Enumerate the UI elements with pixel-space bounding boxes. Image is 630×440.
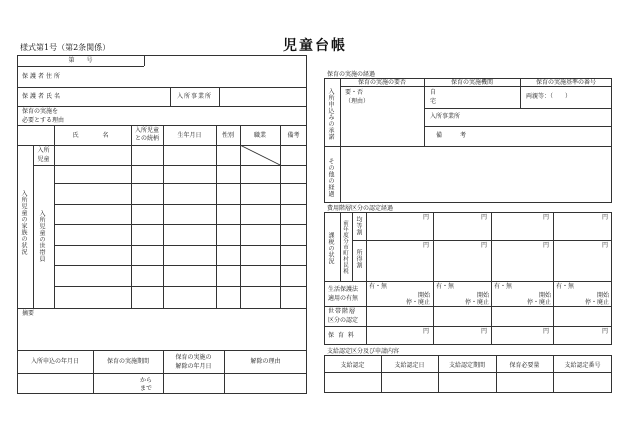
start-3: 開始: [538, 292, 551, 299]
stop-1: 停・廃止: [405, 299, 430, 306]
from-label: から: [140, 377, 153, 384]
col-remarks: 備考: [287, 132, 300, 139]
yen-3: 円: [543, 214, 550, 221]
col-relation-2: との続柄: [134, 135, 159, 142]
care-need-header: 保育の実施の要否: [357, 79, 406, 86]
col-occupation: 職業: [253, 132, 266, 139]
yen-5: 円: [423, 242, 430, 249]
col-birthdate: 生年月日: [177, 132, 202, 139]
income-split-label: 所得割: [355, 249, 362, 269]
support-header-4: 保育必要量: [509, 362, 540, 369]
page-title: 児童台帳: [283, 38, 347, 54]
summary-label: 摘要: [22, 310, 35, 317]
yen-10: 円: [481, 328, 488, 335]
number-label: 第 号: [68, 57, 93, 64]
fee-title: 費用階層区分の認定経過: [327, 205, 394, 212]
child-label-1: 入所: [37, 147, 50, 154]
care-institution-header: 保育の実施機関: [450, 79, 493, 86]
support-header-1: 支給認定: [340, 362, 365, 369]
application-date-header: 入所申込の年月日: [30, 358, 79, 365]
care-need-line2: 必要とする理由: [22, 117, 65, 124]
household-class-1: 世帯階層: [328, 308, 357, 315]
release-date-header-1: 保育の実施の: [175, 354, 212, 361]
equal-split-label: 均等割: [355, 216, 362, 236]
support-table: [324, 355, 612, 393]
yen-9: 円: [423, 328, 430, 335]
care-period-header: 保育の実施期間: [106, 358, 149, 365]
support-title: 支給認定区分及び申請内容: [327, 348, 400, 355]
municipal-tax-label: 前年度分市町村民税: [342, 220, 348, 274]
both-parents-label: 両親等：（ ）: [526, 93, 572, 100]
col-relation-1: 入所児童: [134, 127, 159, 134]
support-header-5: 支給認定番号: [564, 362, 601, 369]
diagonal-line: [240, 145, 280, 165]
welfare-line1: 生活保護法: [328, 286, 359, 293]
yen-7: 円: [543, 242, 550, 249]
until-label: まで: [140, 385, 153, 392]
other-process-label: その他の経過: [327, 158, 334, 197]
guardian-address-label: 保護者住所: [22, 73, 63, 80]
presence-1: 有・無: [369, 283, 388, 290]
presence-3: 有・無: [494, 283, 513, 290]
workplace-label: 入所事業所: [430, 113, 461, 120]
stop-3: 停・廃止: [526, 299, 551, 306]
remarks-label: 備 考: [436, 132, 469, 139]
guardian-workplace-label: 入所事業所: [176, 93, 212, 100]
reason-label: （理由）: [345, 98, 370, 105]
yen-12: 円: [602, 328, 609, 335]
guardian-name-label: 保護者氏名: [22, 93, 63, 100]
yen-8: 円: [602, 242, 609, 249]
family-status-label: 入所児童の家族の状況: [20, 190, 27, 255]
yen-2: 円: [481, 214, 488, 221]
release-reason-header: 解除の理由: [250, 358, 281, 365]
stop-2: 停・廃止: [464, 299, 489, 306]
tax-status-label: 課税の状況: [327, 232, 334, 265]
start-4: 開始: [596, 292, 609, 299]
care-standard-header: 保育の実施基準の番号: [535, 79, 596, 86]
care-need-line1: 保育の実施を: [22, 108, 59, 115]
start-2: 開始: [476, 292, 489, 299]
start-1: 開始: [417, 292, 430, 299]
care-fee-label: 保育料: [328, 332, 359, 339]
form-number: 様式第1号（第2条関係）: [20, 43, 111, 52]
welfare-line2: 適用の有無: [328, 295, 359, 302]
support-header-3: 支給認定期間: [448, 362, 485, 369]
self-label: 自: [430, 89, 437, 96]
household-class-2: 区分の認定: [328, 317, 359, 324]
support-header-2: 支給認定日: [394, 362, 425, 369]
home-label: 宅: [430, 98, 437, 105]
yen-1: 円: [423, 214, 430, 221]
release-date-header-2: 解除の年月日: [175, 363, 212, 370]
care-process-title: 保育の実施の経過: [327, 71, 376, 78]
yen-6: 円: [481, 242, 488, 249]
yen-11: 円: [543, 328, 550, 335]
child-label-2: 児童: [37, 156, 50, 163]
stop-4: 停・廃止: [584, 299, 609, 306]
household-label: 入所児童の世帯員: [38, 210, 45, 262]
application-process-label: 入所申込みの承諾: [327, 88, 334, 140]
col-name: 氏 名: [72, 132, 113, 139]
yen-4: 円: [602, 214, 609, 221]
need-label: 要・否: [345, 89, 364, 96]
presence-4: 有・無: [556, 283, 575, 290]
presence-2: 有・無: [436, 283, 455, 290]
col-gender: 性別: [221, 132, 234, 139]
